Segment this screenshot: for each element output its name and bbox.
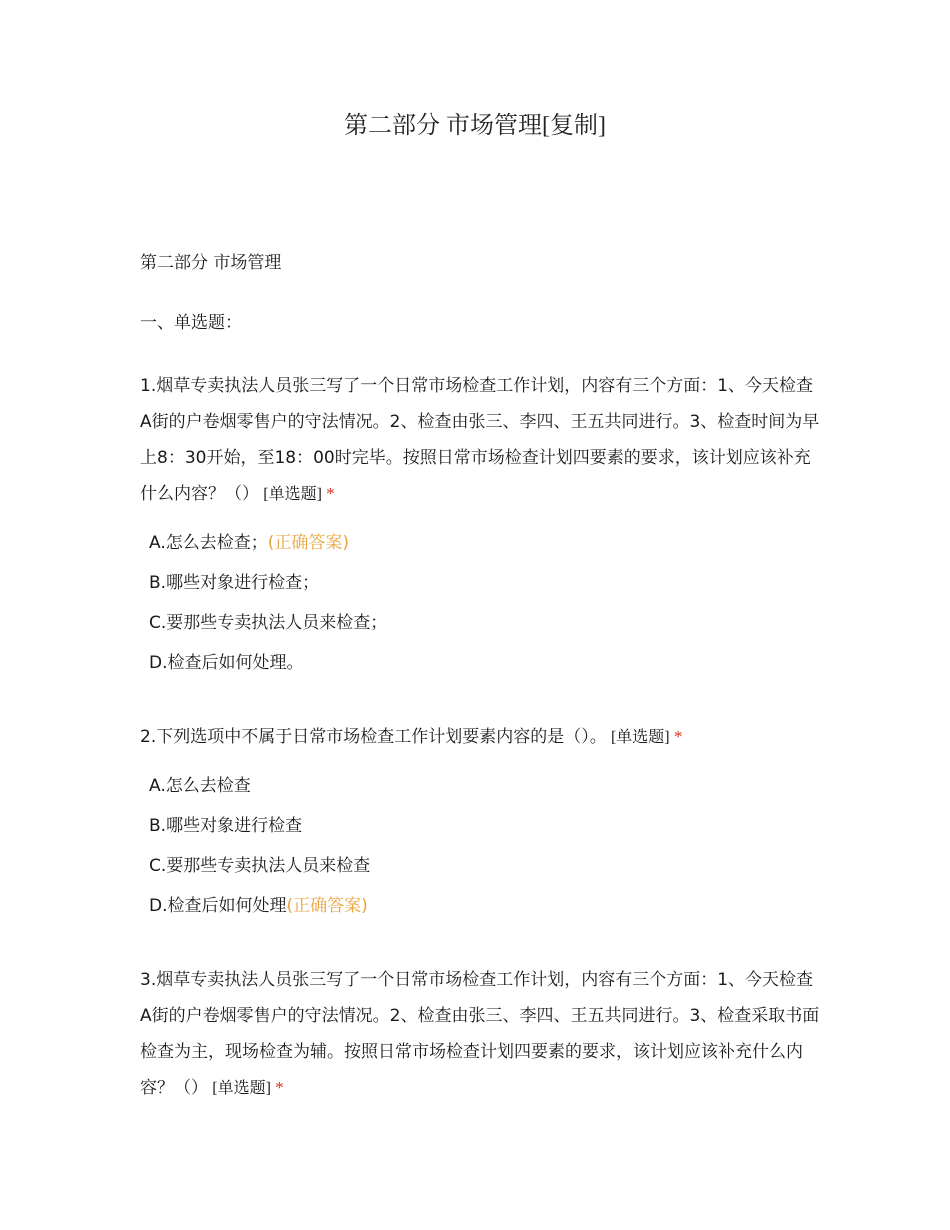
question-2 bbox=[140, 719, 820, 926]
correct-answer-badge: (正确答案) bbox=[267, 533, 349, 553]
option-list bbox=[149, 523, 820, 683]
option-d[interactable] bbox=[149, 886, 820, 926]
option-c[interactable] bbox=[149, 603, 820, 643]
option-b[interactable] bbox=[149, 806, 820, 846]
question-type: [单选题] bbox=[610, 729, 670, 746]
question-spacer bbox=[140, 926, 820, 962]
required-marker: * bbox=[673, 727, 683, 746]
option-text: A.怎么去检查； bbox=[149, 533, 268, 553]
option-text: C.要那些专卖执法人员来检查 bbox=[149, 856, 371, 876]
question-stem bbox=[140, 368, 820, 513]
part-heading: 第二部分 市场管理 bbox=[140, 253, 282, 273]
question-spacer bbox=[140, 683, 820, 719]
question-1 bbox=[140, 368, 820, 683]
option-text: C.要那些专卖执法人员来检查； bbox=[149, 613, 388, 633]
option-a[interactable] bbox=[149, 766, 820, 806]
question-type: [单选题] bbox=[263, 486, 322, 503]
single-choice-heading: 一、单选题： bbox=[140, 313, 242, 333]
question-stem-text: 1.烟草专卖执法人员张三写了一个日常市场检查工作计划，内容有三个方面：1、今天检查A街的户卷烟零售户的守法情况。2、检查由张三、李四、王五共同进行。3、检查时间为早上8：30开始，至18：00时完毕。按照日常市场检查计划四要素的要求，该计划应该补充什么内容？（） bbox=[140, 376, 820, 504]
document-content bbox=[140, 248, 820, 1107]
required-marker: * bbox=[326, 484, 335, 503]
option-c[interactable] bbox=[149, 846, 820, 886]
option-b[interactable] bbox=[149, 563, 820, 603]
option-text: B.哪些对象进行检查； bbox=[149, 573, 320, 593]
question-3 bbox=[140, 962, 820, 1107]
option-text: B.哪些对象进行检查 bbox=[149, 816, 303, 836]
correct-answer-badge: (正确答案) bbox=[286, 896, 368, 916]
option-list bbox=[149, 766, 820, 926]
option-text: A.怎么去检查 bbox=[149, 776, 251, 796]
required-marker: * bbox=[275, 1078, 284, 1097]
question-stem bbox=[140, 719, 820, 756]
question-stem-text: 2.下列选项中不属于日常市场检查工作计划要素内容的是（）。 bbox=[140, 727, 607, 747]
document-title: 第二部分 市场管理[复制] bbox=[344, 113, 606, 139]
option-text: D.检查后如何处理。 bbox=[149, 653, 304, 673]
question-stem-text: 3.烟草专卖执法人员张三写了一个日常市场检查工作计划，内容有三个方面：1、今天检查A街的户卷烟零售户的守法情况。2、检查由张三、李四、王五共同进行。3、检查采取书面检查为主，现场检查为辅。按照日常市场检查计划四要素的要求，该计划应该补充什么内容？（） bbox=[140, 970, 820, 1098]
option-text: D.检查后如何处理 bbox=[149, 896, 287, 916]
option-d[interactable] bbox=[149, 643, 820, 683]
question-stem bbox=[140, 962, 820, 1107]
option-a[interactable] bbox=[149, 523, 820, 563]
question-type: [单选题] bbox=[212, 1080, 271, 1097]
